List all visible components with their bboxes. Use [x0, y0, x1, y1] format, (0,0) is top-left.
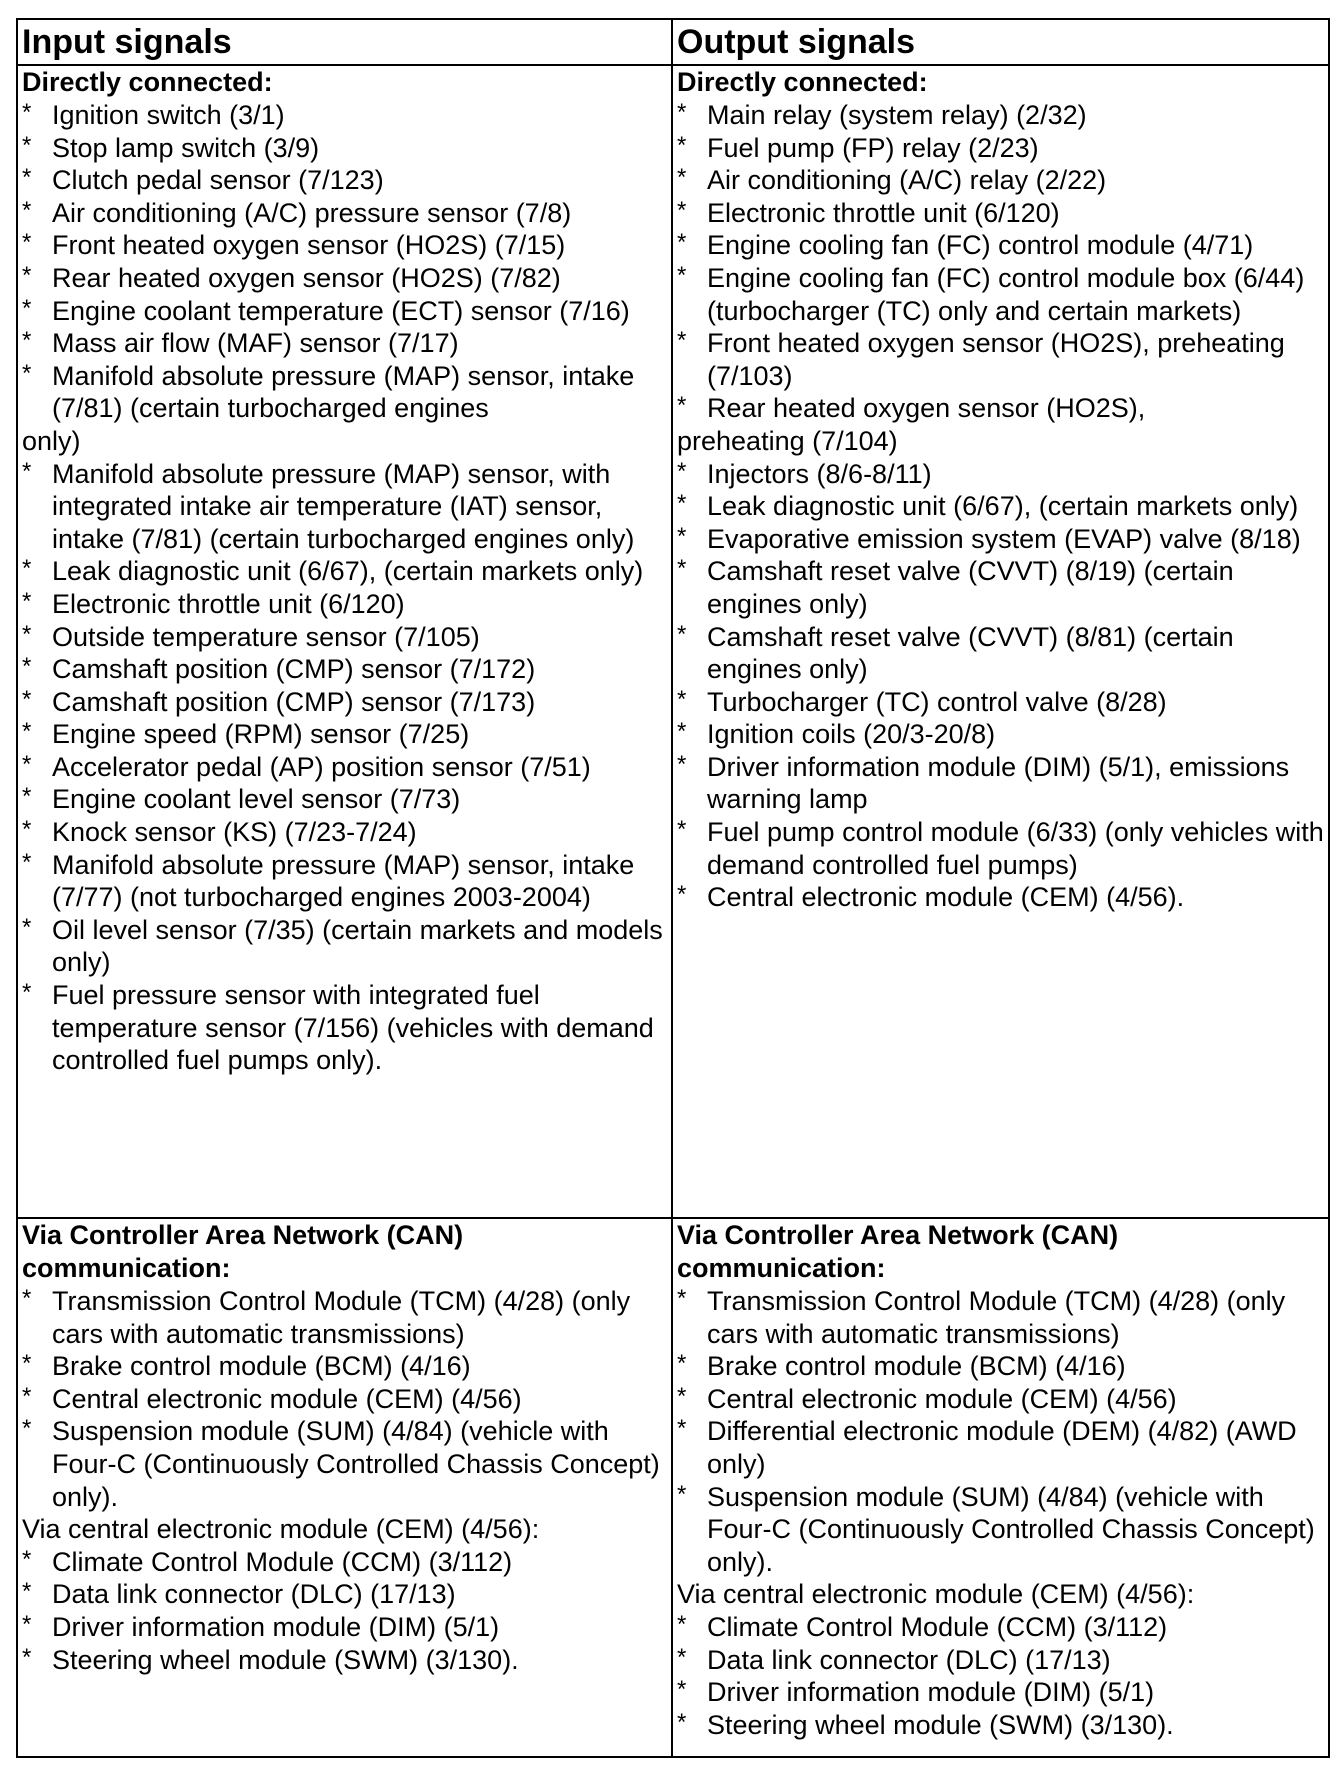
input-can-list	[22, 1285, 667, 1513]
list-item: * Brake control module (BCM) (4/16)	[22, 1350, 667, 1383]
list-item: * Engine cooling fan (FC) control module (4/71)	[677, 229, 1324, 262]
list-item: * Electronic throttle unit (6/120)	[677, 197, 1324, 230]
list-item: * Steering wheel module (SWM) (3/130).	[22, 1644, 667, 1677]
output-can-cell	[672, 1218, 1329, 1757]
list-item: * Data link connector (DLC) (17/13)	[677, 1644, 1324, 1677]
output-via-cem-list	[677, 1611, 1324, 1741]
list-item: * Manifold absolute pressure (MAP) sensor, with integrated intake air temperature (IAT) sensor, intake (7/81) (certain turbocharged engines only)	[22, 458, 667, 556]
list-item: * Engine cooling fan (FC) control module box (6/44) (turbocharger (TC) only and certain markets)	[677, 262, 1324, 327]
input-direct-list	[22, 99, 667, 425]
wrapped-text: preheating (7/104)	[677, 425, 898, 456]
list-item: * Climate Control Module (CCM) (3/112)	[22, 1546, 667, 1579]
list-item: * Oil level sensor (7/35) (certain markets and models only)	[22, 914, 667, 979]
input-direct-list-continued	[22, 458, 667, 1077]
input-via-cem-title: Via central electronic module (CEM) (4/56):	[22, 1514, 540, 1545]
input-direct-title: Directly connected:	[22, 67, 273, 97]
output-direct-list	[677, 99, 1324, 425]
list-item: * Transmission Control Module (TCM) (4/28) (only cars with automatic transmissions)	[677, 1285, 1324, 1350]
list-item: * Engine coolant temperature (ECT) sensor (7/16)	[22, 295, 667, 328]
list-item: * Turbocharger (TC) control valve (8/28)	[677, 686, 1324, 719]
can-row	[17, 1218, 1329, 1757]
list-item: * Leak diagnostic unit (6/67), (certain markets only)	[677, 490, 1324, 523]
list-item: * Manifold absolute pressure (MAP) sensor, intake (7/81) (certain turbocharged engines	[22, 360, 667, 425]
list-item: * Climate Control Module (CCM) (3/112)	[677, 1611, 1324, 1644]
list-item: * Data link connector (DLC) (17/13)	[22, 1578, 667, 1611]
list-item: * Front heated oxygen sensor (HO2S), preheating (7/103)	[677, 327, 1324, 392]
list-item: * Suspension module (SUM) (4/84) (vehicle with Four-C (Continuously Controlled Chassis Concept) only).	[22, 1415, 667, 1513]
list-item: * Accelerator pedal (AP) position sensor (7/51)	[22, 751, 667, 784]
list-item: * Camshaft position (CMP) sensor (7/172)	[22, 653, 667, 686]
output-direct-cell	[672, 65, 1329, 1218]
list-item: * Rear heated oxygen sensor (HO2S) (7/82)	[22, 262, 667, 295]
list-item: * Suspension module (SUM) (4/84) (vehicle with Four-C (Continuously Controlled Chassis Concept) only).	[677, 1481, 1324, 1579]
list-item: * Clutch pedal sensor (7/123)	[22, 164, 667, 197]
list-item: * Camshaft reset valve (CVVT) (8/19) (certain engines only)	[677, 555, 1324, 620]
directly-connected-row	[17, 65, 1329, 1218]
input-via-cem-list	[22, 1546, 667, 1676]
list-item: * Front heated oxygen sensor (HO2S) (7/15)	[22, 229, 667, 262]
list-item: * Rear heated oxygen sensor (HO2S),	[677, 392, 1324, 425]
list-item: * Knock sensor (KS) (7/23-7/24)	[22, 816, 667, 849]
list-item: * Manifold absolute pressure (MAP) sensor, intake (7/77) (not turbocharged engines 2003-2004)	[22, 849, 667, 914]
list-item: * Fuel pump (FP) relay (2/23)	[677, 132, 1324, 165]
output-signals-heading: Output signals	[672, 19, 1329, 65]
list-item: * Outside temperature sensor (7/105)	[22, 621, 667, 654]
list-item: * Brake control module (BCM) (4/16)	[677, 1350, 1324, 1383]
list-item: * Ignition coils (20/3-20/8)	[677, 718, 1324, 751]
input-can-title: Via Controller Area Network (CAN) communication:	[22, 1220, 464, 1283]
list-item: * Ignition switch (3/1)	[22, 99, 667, 132]
output-can-title: Via Controller Area Network (CAN) communication:	[677, 1220, 1119, 1283]
list-item: * Camshaft reset valve (CVVT) (8/81) (certain engines only)	[677, 621, 1324, 686]
list-item: * Central electronic module (CEM) (4/56).	[677, 881, 1324, 914]
input-can-cell	[17, 1218, 672, 1757]
output-direct-title: Directly connected:	[677, 67, 928, 97]
list-item: * Electronic throttle unit (6/120)	[22, 588, 667, 621]
list-item: * Central electronic module (CEM) (4/56)	[22, 1383, 667, 1416]
list-item: * Driver information module (DIM) (5/1)	[22, 1611, 667, 1644]
list-item: * Stop lamp switch (3/9)	[22, 132, 667, 165]
input-signals-heading: Input signals	[17, 19, 672, 65]
list-item: * Air conditioning (A/C) relay (2/22)	[677, 164, 1324, 197]
list-item: * Steering wheel module (SWM) (3/130).	[677, 1709, 1324, 1742]
output-direct-list-continued	[677, 458, 1324, 914]
list-item: * Engine speed (RPM) sensor (7/25)	[22, 718, 667, 751]
output-can-list	[677, 1285, 1324, 1578]
list-item: * Evaporative emission system (EVAP) valve (8/18)	[677, 523, 1324, 556]
list-item: * Central electronic module (CEM) (4/56)	[677, 1383, 1324, 1416]
list-item: * Transmission Control Module (TCM) (4/28) (only cars with automatic transmissions)	[22, 1285, 667, 1350]
list-item: * Engine coolant level sensor (7/73)	[22, 783, 667, 816]
list-item: * Camshaft position (CMP) sensor (7/173)	[22, 686, 667, 719]
list-item: * Driver information module (DIM) (5/1)	[677, 1676, 1324, 1709]
list-item: * Injectors (8/6-8/11)	[677, 458, 1324, 491]
output-via-cem-title: Via central electronic module (CEM) (4/56):	[677, 1579, 1195, 1610]
list-item: * Main relay (system relay) (2/32)	[677, 99, 1324, 132]
list-item: * Driver information module (DIM) (5/1), emissions warning lamp	[677, 751, 1324, 816]
list-item: * Fuel pressure sensor with integrated fuel temperature sensor (7/156) (vehicles with demand controlled fuel pumps only).	[22, 979, 667, 1077]
wrapped-text: only)	[22, 425, 81, 456]
list-item: * Fuel pump control module (6/33) (only vehicles with demand controlled fuel pumps)	[677, 816, 1324, 881]
input-direct-cell	[17, 65, 672, 1218]
list-item: * Differential electronic module (DEM) (4/82) (AWD only)	[677, 1415, 1324, 1480]
signals-table	[16, 18, 1330, 1758]
list-item: * Leak diagnostic unit (6/67), (certain markets only)	[22, 555, 667, 588]
list-item: * Mass air flow (MAF) sensor (7/17)	[22, 327, 667, 360]
list-item: * Air conditioning (A/C) pressure sensor (7/8)	[22, 197, 667, 230]
header-row	[17, 19, 1329, 65]
